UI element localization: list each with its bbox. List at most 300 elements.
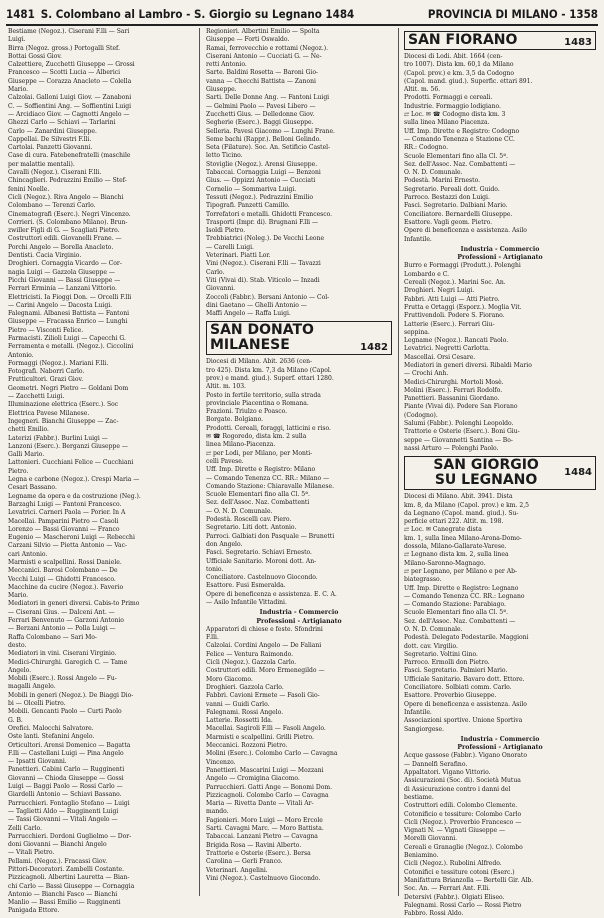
entry-line: Cicli (Negoz.). Proverbio Francesco — <box>404 818 522 826</box>
entry-line: — Taglietti Aldo — Rugginenti Luigi <box>8 807 119 815</box>
entry-line: provinciale Piacentina o Romana. <box>206 399 309 407</box>
entry-line: — Tassi Giovanni — Vitali Angelo — <box>8 816 118 824</box>
entry-line: Detersivi (Fabbr.). Olgiati Eliseo. <box>404 893 505 901</box>
entry-line: Sarti. Delle Donne Ang. — Fantoni Luigi <box>206 94 330 102</box>
entry-line: — O. N. D. Comunale. <box>206 507 273 515</box>
entry-line: Sez. dell'Assoc. Naz. Combattenti <box>206 499 310 507</box>
entry-line: Latterie (Eserc.). Ferrari Giu- <box>404 320 495 328</box>
entry-line: Mascellai. Orsi Cesare. <box>404 353 476 361</box>
entry-line: — Zacchetti Luigi. <box>8 393 65 401</box>
entry-line: seppe — Giovannetti Santina — Bo- <box>404 436 513 444</box>
entry-line: Colombano — Terenzi Carlo. <box>8 202 96 210</box>
entry-line: Pizzicagnoli. Albertini Lauretta — Bian- <box>8 874 130 882</box>
entry-line: — Comando Tenenza CC. RR.: Legnano <box>404 592 525 600</box>
entry-line: mando. <box>206 808 229 816</box>
entry-line: Parrucchieri. Dordoni Guglielmo — Dor- <box>8 832 132 840</box>
entry-line: Zoccoli (Fabbr.). Bersani Antonio — Col- <box>206 293 330 301</box>
entry-line: linea Milano-Piacenza. <box>206 441 276 449</box>
entry-line: Calzolai. Cordini Angelo — De Faliani <box>206 642 322 650</box>
entry-line: Fabbri. Atti Luigi — Atti Pietro. <box>404 295 500 303</box>
entry-line: — Comando Stazione: Parabiago. <box>404 601 506 609</box>
entry-line: Frutticultori. Grazi Giov. <box>8 376 84 384</box>
town-code: 1483 <box>564 37 592 48</box>
entry-line: Giovanni. <box>206 285 236 293</box>
entry-line: Mobili. Gencanti Paolo — Curti Paolo <box>8 708 122 716</box>
page-number: 1481 <box>6 7 35 21</box>
entry-line: Costruttori edili. Moro Ermenegildo — <box>206 667 325 675</box>
entry-line: Sangiorgese. <box>404 725 445 733</box>
entry-line: Cicli (Negoz.). Riva Angelo — Bianchi <box>8 193 124 201</box>
entry-line: Posto in fertile territorio, sulla strada <box>206 391 321 399</box>
entry-line: ✉ ☎ Rogoredo, dista km. 2 sulla <box>206 433 307 441</box>
entry-line: Trattorie e Osterie (Eserc.). Bersa <box>206 849 311 857</box>
entry-line: magalli Angelo. <box>8 683 56 691</box>
entry-line: zwiller Figli di G. — Scagliati Pietro. <box>8 227 120 235</box>
entry-line: Meccanici. Barosi Colombano — De <box>8 567 118 575</box>
entry-line: Selleria. Pavesi Giacomo — Lunghi Frane. <box>206 127 335 135</box>
entry-line: tro 1007). Dista km. 60,1 da Milano <box>404 61 514 69</box>
column-rule <box>398 28 399 896</box>
entry-line: Cereali (Negoz.). Marini Soc. An. <box>404 279 506 287</box>
entry-line: bestiame. <box>404 793 434 801</box>
entry-line: Fagionieri. Moro Luigi — Moro Ercole <box>206 816 323 824</box>
column-2 <box>206 28 392 896</box>
column-rule <box>199 28 200 896</box>
town-name: SAN FIORANO <box>408 32 518 48</box>
entry-line: (Codogno). <box>404 411 438 419</box>
entry-line: Oste lanti. Stefanini Angelo. <box>8 733 95 741</box>
entry-line: Falegnami. Rossi Angelo. <box>206 708 284 716</box>
entry-line: Cavalli (Negoz.). Ciserani F.lli. <box>8 169 102 177</box>
entry-line: Uff. Imp. Dirette e Registro: Codogno <box>404 127 520 135</box>
entry-line: Molini (Eserc.). Ferrari Rodolfo. <box>404 386 503 394</box>
entry-line: Regionieri. Albertini Emilio — Spolta <box>206 28 320 35</box>
entry-line: Antonio. <box>8 351 34 359</box>
entry-line: Lorenzo — Bassi Giovanni — Franco <box>8 525 120 533</box>
entry-line: Gius. — Oppizzi Antonio — Cucciati <box>206 177 316 185</box>
entry-line: Lattonieri. Cucchiani Felice — Cucchiani <box>8 459 134 467</box>
entry-line: Panettieri. Cabini Carlo — Rugginenti <box>8 766 125 774</box>
entry-line: Moro Giacomo. <box>206 675 253 683</box>
entry-line: Salumi (Fabbr.). Polenghi Leopoldo. <box>404 420 514 428</box>
entry-line: Giuseppe — Fracassa Enrico — Lunghi <box>8 318 128 326</box>
entry-line: Droghieri. Cornaggia Vicardo — Cor- <box>8 260 122 268</box>
entry-line: Pittori-Decoratori. Zambelli Costante. <box>8 865 125 873</box>
entry-line: Scuole Elementari fino alla Cl. 5ª. <box>206 491 310 499</box>
entry-line: — Carelli Luigi. <box>206 243 254 251</box>
town-heading-san-donato <box>206 321 392 355</box>
entry-line: Acque gassose (Fabbr.). Vigano Onorato <box>404 752 527 760</box>
entry-line: — Crochi Anh. <box>404 370 449 378</box>
entry-line: — Vitali Pietro. <box>8 849 55 857</box>
entry-line: ⇄ Legnano dista km. 2, sulla linea <box>404 551 509 559</box>
entry-line: Burro e Formaggi (Produtt.). Polenghi <box>404 262 521 270</box>
town-heading-san-giorgio <box>404 456 596 490</box>
entry-line: Legname (Negoz.). Rancati Paolo. <box>404 337 509 345</box>
entry-line: Levatrici. Carneri Paola — Porier. In A <box>8 509 126 517</box>
entry-line: Parroco. Ermolli don Pietro. <box>404 659 490 667</box>
entry-line: Associazioni sportive. Unione Sportiva <box>404 717 523 725</box>
entry-line: Geometri. Negri Pietro — Goldani Dom <box>8 384 129 392</box>
entry-line: Panettieri. Bassanini Giordano. <box>404 395 500 403</box>
entry-line: Falegnami. Rossi Carlo — Rossi Pietro <box>404 901 522 909</box>
entry-line: Diocesi di Milano. Abit. 3941. Dista <box>404 493 513 501</box>
entry-line: Zucchetti Gius. — Delledonne Giov. <box>206 110 315 118</box>
entry-line: Sarte. Baldini Rosetta — Baroni Gio- <box>206 69 319 77</box>
entry-line: — Asilo Infantile Vittadini. <box>206 599 287 606</box>
entry-line: Formaggi (Negoz.). Mariani F.lli. <box>8 359 109 367</box>
entry-line: Orefici. Malocchi Salvatore. <box>8 724 94 732</box>
entry-line: Segherie (Eserc.). Baggi Giuseppe. <box>206 119 314 127</box>
entry-line: Segretario. Pereali dott. Guido. <box>404 185 500 193</box>
entry-line: Luigi — Baggi Paolo — Rossi Carlo — <box>8 783 123 791</box>
running-title: S. Colombano al Lambro - S. Giorgio su Legnano 1484 <box>40 7 355 21</box>
section-heading: Industria - Commercio Professioni - Artigianato <box>457 245 543 262</box>
entry-line: Isoldi Pietro. <box>206 227 246 235</box>
entry-line: Parroco. Bestazzi don Luigi. <box>404 194 490 202</box>
entry-line: Opere di beneficenza e assistenza. Asilo <box>404 700 527 708</box>
entry-line: Medici-Chirurghi. Garegich C. — Tame <box>8 658 128 666</box>
entry-line: Brigida Rosa — Ravini Alberto. <box>206 841 302 849</box>
entry-line: Picchi Giovanni — Bassi Giuseppe — <box>8 276 121 284</box>
entry-line: Fasci. Segretario. Palmieri Mario. <box>404 667 508 675</box>
entry-line: Panigada Ettore. <box>8 907 60 915</box>
entry-line: Cappellai. De Silvestri F.lli. <box>8 135 92 143</box>
entry-line: Carolina — Gerli Franco. <box>206 858 283 866</box>
entry-line: Sez. dell'Assoc. Naz. Combattenti — <box>404 617 516 625</box>
entry-line: C. — Soffientini Ang. — Soffientini Luigi <box>8 102 132 110</box>
entry-line: di Assicurazione contro i danni del <box>404 785 511 793</box>
entry-line: Manifattura Brianzolla — Bertelli Gir. Alb. <box>404 876 534 884</box>
entry-line: ⇄ Loc. ✉ ☎ Codogno dista km. 3 <box>404 111 506 119</box>
entry-line: Podestà. Roscelli cav. Piero. <box>206 516 292 524</box>
entry-line: Calzolai. Galloni Luigi Giov. — Zanaboni <box>8 94 132 102</box>
entry-line: Medici-Chirurghi. Mortoli Mosè. <box>404 378 504 386</box>
town-name-line2: SU LEGNANO <box>434 472 538 489</box>
entry-line: Vignati N. — Vignati Giuseppe — <box>404 827 506 835</box>
entry-line: da Legnano (Capol. mand. giud.). Su- <box>404 509 519 517</box>
entry-line: Industrie. Formaggio lodigiano. <box>404 102 501 110</box>
section-heading: Industria - Commercio Professioni - Artigianato <box>457 735 543 752</box>
entry-line: Lombardo e C. <box>404 270 450 278</box>
entry-line: Case di cura. Fatebenefratelli (maschile <box>8 152 131 160</box>
entry-line: Viti (Vivai di). Stab. Viticolo — Inzadi <box>206 276 320 284</box>
entry-line: Droghieri. Gazzola Carlo. <box>206 683 284 691</box>
entry-line: Opere di beneficenza e assistenza. Asilo <box>404 227 527 235</box>
entry-line: Francesco — Scotti Lucia — Alberici <box>8 69 121 77</box>
entry-line: Molini (Eserc.). Colombo Carlo — Cavagna <box>206 750 338 758</box>
entry-line: Calzettiere, Zucchetti Giuseppe — Grossi <box>8 61 135 69</box>
entry-line: Fasci. Segretario. Dalbiani Mario. <box>404 202 508 210</box>
entry-line: Piante (Vivai di). Podere San Fiorano <box>404 403 518 411</box>
entry-line: Podestà. Delegato Podestarile. Maggioni <box>404 634 529 642</box>
entry-line: Tessuti (Negoz.). Pedrazzini Emilio <box>206 193 313 201</box>
entry-line: km. 8, da Milano (Capol. prov.) e km. 2,5 <box>404 501 529 509</box>
entry-line: Marmisti e scalpellini. Rossi Daniele. <box>8 559 122 566</box>
entry-line: Mediatori in vini. Ciserani Virginio. <box>8 650 117 658</box>
entry-line: Borgate. Bolgiano. <box>206 416 264 424</box>
entry-line: Cartolai. Panzetti Giovanni. <box>8 144 93 152</box>
province-title: PROVINCIA DI MILANO - 1358 <box>427 7 598 21</box>
entry-line: Giovanni — Chioda Giuseppe — Gossi <box>8 774 124 782</box>
entry-line: Manlio — Bassi Emilio — Rugginenti <box>8 899 121 907</box>
entry-line: km. 1, sulla linea Milano-Arona-Domo- <box>404 534 522 542</box>
entry-line: Vincenzo. <box>206 758 236 766</box>
entry-line: tonio. <box>206 565 224 573</box>
entry-line: Diocesi di Lodi. Abit. 1664 (cen- <box>404 53 503 60</box>
entry-line: Vini (Negoz.). Ciserani F.lli — Tavazzi <box>206 260 321 268</box>
entry-line: Latterie. Rossetti Ida. <box>206 717 273 725</box>
entry-line: Mediatori in generi diversi. Ribaldi Mario <box>404 361 532 369</box>
entry-line: Fabbro. Rossi Aldo. <box>404 910 464 918</box>
entry-line: Corrieri. (S. Colombano Milano). Brun- <box>8 218 128 226</box>
entry-line: ⇄ per Legnano, per Milano e per Ab- <box>404 567 518 575</box>
entry-line: Segretario. Voltini Gino. <box>404 650 478 658</box>
entry-line: ⇄ per Lodi, per Milano, per Monti- <box>206 449 313 457</box>
entry-line: Fabbri. Cavioni Ermete — Fasoli Gio- <box>206 692 320 700</box>
entry-line: Infantile. <box>404 235 432 243</box>
entry-line: Mediatori in generi diversi. Cabis-to Primo <box>8 600 140 608</box>
entry-line: Chincaglieri. Pedrazzini Emilio — Stef- <box>8 177 127 185</box>
entry-line: Veterinari. Angelini. <box>206 866 268 874</box>
entry-line: Seta (Filature). Soc. An. Setificio Castel- <box>206 144 331 152</box>
entry-line: Segretario. Liti dott. Antonio. <box>206 524 297 532</box>
entry-line: Comando Stazione: Chiaravalle Milanese. <box>206 482 334 490</box>
entry-line: Legna e carbone (Negoz.). Crespi Maria — <box>8 476 140 484</box>
entry-line: — Gelmini Paolo — Pavesi Libero — <box>206 102 316 110</box>
entry-line: Laterizi (Fabbr.). Burlini Luigi — <box>8 434 108 442</box>
entry-line: — Ipsatti Giovanni. <box>8 758 67 766</box>
entry-line: Elettrica Pavese Milanese. <box>8 409 90 417</box>
entry-line: Falegnami. Albanesi Battista — Fantoni <box>8 310 130 318</box>
entry-line: Diocesi di Milano. Abit. 2636 (cen- <box>206 358 313 366</box>
entry-line: desto. <box>8 641 27 649</box>
town-code: 1482 <box>360 342 388 354</box>
entry-line: Parrucchieri. Gatti Ange — Bonomi Dom. <box>206 783 333 791</box>
entry-line: Mobili (Eserc.). Rossi Angelo — Fu- <box>8 675 117 683</box>
entry-line: Ingegneri. Bianchi Giuseppe — Zac- <box>8 417 119 425</box>
entry-line: Maffi Angelo — Raffa Luigi. <box>206 310 291 318</box>
entry-line: (Capol. mand. giud.). Superfic. ettari 891. <box>404 77 533 85</box>
entry-line: Bestiame (Negoz.). Ciserani F.lli — Sari <box>8 28 130 35</box>
entry-line: Frazioni. Triulzo e Poasco. <box>206 408 288 416</box>
entry-line: Droghieri. Negri Luigi. <box>404 287 475 295</box>
entry-line: Prodotti. Formaggi e cereali. <box>404 94 493 102</box>
entry-line: Carlo. <box>206 268 225 276</box>
entry-line: cari Antonio. <box>8 550 48 558</box>
page-header <box>6 4 598 26</box>
entry-line: dini Gaetano — Ghelli Antonio — <box>206 301 307 309</box>
entry-line: Soc. An. — Ferrari Ant. F.lli. <box>404 885 491 893</box>
entry-line: Infantile. <box>404 708 432 716</box>
entry-line: Pietro. <box>8 467 29 475</box>
entry-line: (Capol. prov.) e km. 3,5 da Codogno <box>404 69 515 77</box>
entry-line: Mario. <box>8 592 29 600</box>
entry-line: Cotonifici e tessiture cotoni (Eserc.) <box>404 868 515 876</box>
entry-line: Cinematografi (Eserc.). Negri Vincenzo. <box>8 210 131 218</box>
entry-line: biategrasso. <box>404 576 442 584</box>
entry-line: Giardelli Antonio — Schiavi Bassano. <box>8 791 122 799</box>
entry-line: Porchi Angelo — Borella Anacleto. <box>8 243 114 251</box>
entry-line: Ufficiale Sanitario. Moroni dott. An- <box>206 557 317 565</box>
entry-line: Altit. m. 103. <box>206 383 246 391</box>
entry-line: Cicli (Negoz.). Gazzola Carlo. <box>206 659 297 667</box>
entry-line: Mobili in generi (Negoz.). De Biaggi Dio- <box>8 691 134 699</box>
entry-line: F.lli. <box>206 634 219 642</box>
entry-line: Scuole Elementari fino alla Cl. 5ª. <box>404 609 508 617</box>
entry-line: Stoviglie (Negoz.). Arensi Giuseppe. <box>206 160 318 168</box>
entry-line: Podestà. Marini Ernesto. <box>404 177 481 185</box>
entry-line: Pizzicagnoli. Colombo Carlo — Cavagna <box>206 791 329 799</box>
entry-line: Levatrici. Negretti Carlotta. <box>404 345 491 353</box>
entry-line: Dentisti. Cacia Virginio. <box>8 252 82 260</box>
entry-line: Esattore. Vagli geom. Pietro. <box>404 218 493 226</box>
entry-line: Giuseppe. <box>206 86 237 94</box>
entry-line: F.lli — Castellani Luigi — Pina Angelo <box>8 749 124 757</box>
entry-line: dott. cav. Virgilio. <box>404 642 458 650</box>
entry-line: Morelli Giovanni. <box>404 835 458 843</box>
entry-line: Costruttori edili. Colombo Clemente. <box>404 802 518 810</box>
entry-line: chetti Emilio. <box>8 426 49 434</box>
entry-line: Opere di beneficenza e assistenza. E. C. A. <box>206 590 337 598</box>
entry-line: Sez. dell'Assoc. Naz. Combattenti — <box>404 160 516 168</box>
entry-line: nassi Arturo — Polenghi Paolo. <box>404 444 499 452</box>
entry-line: — Ciserani Gius. — Dalceni Ant. — <box>8 608 115 616</box>
entry-line: vanni — Guidi Carlo. <box>206 700 270 708</box>
entry-line: Sarti. Cavagni Marc. — Moro Battista. <box>206 825 324 833</box>
entry-line: Costruttori edili. Giovanelli Frane. — <box>8 235 122 243</box>
entry-line: — Berzani Antonio — Polla Luigi — <box>8 625 116 633</box>
entry-line: Carzani Silvio — Pietta Antonio — Vac- <box>8 542 128 550</box>
entry-line: Panettieri. Mascarini Luigi — Mozzani <box>206 766 324 774</box>
entry-line: Elettricisti. Ia Fioggi Don. — Orcelli F.lli <box>8 293 132 301</box>
entry-line: Lanzoni (Eserc.). Berganzi Giuseppe — <box>8 442 128 450</box>
entry-line: Milano-Saronno-Magnago. <box>404 559 486 567</box>
entry-line: Esattore. Fusi Esmeralda. <box>206 582 286 590</box>
entry-line: per malattie mentali). <box>8 160 75 168</box>
entry-line: Cornelio — Sommariva Luigi. <box>206 185 297 193</box>
town-heading-san-fiorano <box>404 31 596 50</box>
entry-line: doni Giovanni — Bianchi Angelo <box>8 841 107 849</box>
entry-line: O. N. D. Comunale. <box>404 626 463 633</box>
entry-line: Zelli Carlo. <box>8 824 43 832</box>
entry-line: Parrucchieri. Fontaglio Stefano — Luigi <box>8 799 130 807</box>
entry-line: Torrefatori e metalli. Ghidotti Francesco. <box>206 210 333 218</box>
column-3 <box>404 28 596 918</box>
entry-line: Uff. Imp. Dirette e Registro: Legnano <box>404 584 519 592</box>
entry-line: Vecchi Luigi — Ghidotti Francesco. <box>8 575 116 583</box>
entry-line: Cicli (Negoz.). Rubolini Alfredo. <box>404 860 502 868</box>
entry-line: Angelo. <box>8 666 32 674</box>
entry-line: Frutta e Ortaggi (Esporz.). Moglia Vit. <box>404 303 522 311</box>
entry-line: Mario. <box>8 86 29 94</box>
entry-line: Conciliatore. Bernardelli Giuseppe. <box>404 210 513 218</box>
entry-line: fenini Noelle. <box>8 185 50 193</box>
entry-line: RR.: Codogno. <box>404 144 448 152</box>
entry-line: don Angelo. <box>206 540 243 548</box>
entry-line: — Dannelfi Serafino. <box>404 760 468 768</box>
entry-line: Conciliatore. Solbiati comm. Carlo. <box>404 684 512 692</box>
entry-line: Meccanici. Rozzoni Pietro. <box>206 742 288 750</box>
entry-line: Fruttivendoli. Podere S. Fiorano. <box>404 312 505 320</box>
entry-line: Vini (Negoz.). Castelnuovo Giocondo. <box>206 874 321 882</box>
entry-line: Veterinari. Piatti Lor. <box>206 252 271 260</box>
entry-line: nagia Luigi — Gazzola Giuseppe — <box>8 268 115 276</box>
town-name: SAN DONATO MILANESE <box>210 322 314 354</box>
entry-line: Trasporti (Impr. di). Brugnani F.lli — <box>206 218 319 226</box>
entry-line: Trattorie e Osterie (Eserc.). Boni Giu- <box>404 428 520 436</box>
entry-line: bi — Olcelli Pietro. <box>8 700 66 708</box>
town-code: 1484 <box>564 467 592 479</box>
entry-line: Maria — Rivetta Dante — Vitali Ar- <box>206 800 314 808</box>
entry-line: Pellami. (Negoz.). Fracassi Giov. <box>8 857 108 865</box>
entry-line: Apparatori di chiese e feste. Sfondrini <box>206 625 323 633</box>
entry-line: Macellai. Sagiroli F.lli — Fasoli Angelo. <box>206 725 326 733</box>
entry-line: Parroci. Galbiati don Pasquale — Brunetti <box>206 532 335 540</box>
entry-line: — Carini Angelo — Dacosta Luigi. <box>8 301 113 309</box>
entry-line: tro 425). Dista km. 7,3 da Milano (Capol. <box>206 366 332 374</box>
column-1 <box>8 28 194 915</box>
entry-line: Ramai, ferrovecchio e rottami (Negoz.). <box>206 44 329 52</box>
entry-line: Scuole Elementari fino alla Cl. 5ª. <box>404 152 508 160</box>
entry-line: Galli Mario. <box>8 451 45 459</box>
entry-line: — Arcidiaco Giov. — Cagnotti Angelo — <box>8 110 130 118</box>
entry-line: Felice — Ventura Raimondo. <box>206 650 294 658</box>
entry-line: chi Carlo — Bassi Giuseppe — Cornaggia <box>8 882 135 890</box>
entry-line: Fasci. Segretario. Schiavi Ernesto. <box>206 549 312 557</box>
entry-line: Ghezzi Carlo — Schiavi — Tarlarini <box>8 119 116 127</box>
entry-line: Ferramenta e metalli. (Negoz.). Ciccolini <box>8 343 134 351</box>
entry-line: Antonio — Bianchi Fasco — Bianchi <box>8 890 118 898</box>
entry-line: Cereali e Granaglie (Negoz.). Colombo <box>404 843 523 851</box>
entry-line: Seme bachi (Rappr.). Belloni Gelindo. <box>206 135 322 143</box>
entry-line: letto Ticino. <box>206 152 243 160</box>
entry-line: Esattore. Proverbio Giuseppe. <box>404 692 497 700</box>
entry-line: Ferrari Erminia — Lanzani Vittorio. <box>8 285 117 293</box>
entry-line: Assicurazioni (Soc. di). Società Mutua <box>404 777 521 785</box>
entry-line: Orticultori. Arensi Domenico — Bagatta <box>8 741 131 749</box>
entry-line: Tabaccai. Cornaggia Luigi — Benzoni <box>206 169 321 177</box>
entry-line: — Comando Tenenza CC. RR.: Milano — <box>206 474 330 482</box>
entry-line: Macchine da cucire (Negoz.). Faverio <box>8 583 124 591</box>
entry-line: retti Antonio. <box>206 61 247 69</box>
entry-line: Angelo — Cromigina Giacomo. <box>206 775 300 783</box>
entry-line: Luigi. <box>8 36 26 44</box>
entry-line: Uff. Imp. Dirette e Registro: Milano <box>206 466 316 474</box>
entry-line: Legname da opera e da costruzione (Neg.). <box>8 492 141 500</box>
entry-line: vanna — Checchi Battista — Zanoni <box>206 77 316 85</box>
section-heading: Industria - Commercio Professioni - Artigianato <box>256 609 342 625</box>
entry-line: Marmisti e scalpellini. Grilli Pietro. <box>206 733 314 741</box>
entry-line: Tipografi. Panzetti Camillo. <box>206 202 290 210</box>
entry-line: O. N. D. Comunale. <box>404 169 463 177</box>
entry-line: ⇄ Loc. ✉ Canegrate dista <box>404 526 482 534</box>
town-name-line1: SAN GIORGIO <box>433 457 539 474</box>
entry-line: Trebbiatrici (Noleg.). De Vecchi Leone <box>206 235 325 243</box>
entry-line: Macellai. Pamparini Pietro — Casoli <box>8 517 119 525</box>
entry-line: Appaltatori. Vigano Vittorio. <box>404 769 491 777</box>
entry-line: Ferrari Benvenuto — Garzoni Antonio <box>8 617 124 625</box>
entry-line: Ufficiale Sanitario. Bavaro dott. Ettore. <box>404 675 525 683</box>
entry-line: Tabaccai. Lanzani Pietro — Cavagna <box>206 833 318 841</box>
entry-line: sulla linea Milano Piacenza. <box>404 119 490 127</box>
entry-line: Cotonificio e tessiture: Colombo Carlo <box>404 810 522 818</box>
entry-line: Conciliatore. Castelnuovo Giocondo. <box>206 574 318 582</box>
entry-line: celli Pavese. <box>206 457 244 465</box>
entry-line: Raffa Colombano — Sari Mo- <box>8 633 97 641</box>
entry-line: Fotografi. Naborri Carlo. <box>8 368 85 376</box>
entry-line: Birra (Negoz. gross.) Portogalli Stef. <box>8 44 120 52</box>
